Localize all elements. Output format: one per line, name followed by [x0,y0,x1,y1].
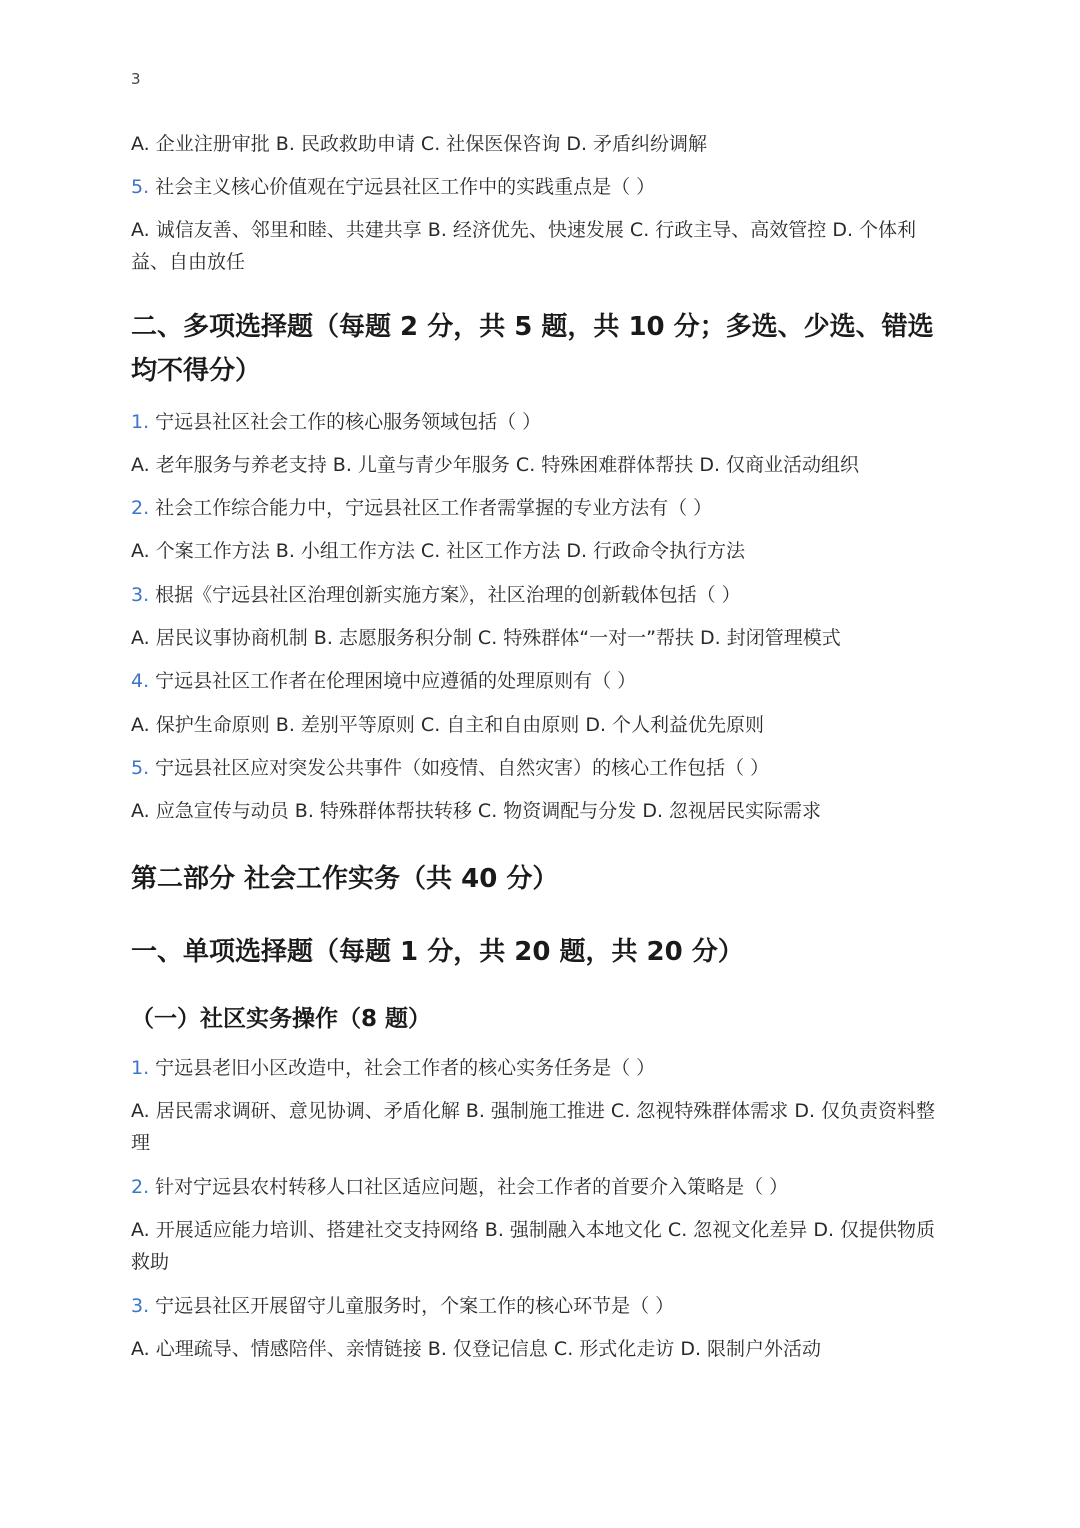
options-line: A. 保护生命原则 B. 差别平等原则 C. 自主和自由原则 D. 个人利益优先原则 [131,714,765,736]
section-heading: 一、单项选择题（每题 1 分，共 20 题，共 20 分） [131,937,744,967]
question-line [131,1290,946,1322]
question-line [131,665,946,697]
question-text: 社会工作综合能力中，宁远县社区工作者需掌握的专业方法有（ ） [155,497,713,519]
subsection-heading: （一）社区实务操作（8 题） [131,1006,432,1032]
question-text: 宁远县社区应对突发公共事件（如疫情、自然灾害）的核心工作包括（ ） [155,757,770,779]
section-heading: 二、多项选择题（每题 2 分，共 5 题，共 10 分；多选、少选、错选均不得分） [131,312,934,386]
options-line: A. 老年服务与养老支持 B. 儿童与青少年服务 C. 特殊困难群体帮扶 D. 仅商业活动组织 [131,454,860,476]
question-line [131,406,946,438]
options-line: A. 居民需求调研、意见协调、矛盾化解 B. 强制施工推进 C. 忽视特殊群体需求 D. 仅负责资料整理 [131,1100,936,1154]
question-line [131,752,946,784]
options-line: A. 个案工作方法 B. 小组工作方法 C. 社区工作方法 D. 行政命令执行方法 [131,540,746,562]
question-number: 5. [131,176,150,198]
question-line [131,1171,946,1203]
options-line: A. 企业注册审批 B. 民政救助申请 C. 社保医保咨询 D. 矛盾纠纷调解 [131,133,708,155]
page-number: 3 [131,70,141,88]
question-line [131,492,946,524]
question-text: 根据《宁远县社区治理创新实施方案》，社区治理的创新载体包括（ ） [155,584,741,606]
options-line: A. 心理疏导、情感陪伴、亲情链接 B. 仅登记信息 C. 形式化走访 D. 限制户外活动 [131,1338,822,1360]
question-number: 5. [131,757,150,779]
options-line: A. 诚信友善、邻里和睦、共建共享 B. 经济优先、快速发展 C. 行政主导、高效管控 D. 个体利益、自由放任 [131,219,917,273]
question-text: 宁远县社区开展留守儿童服务时，个案工作的核心环节是（ ） [155,1295,675,1317]
options-line: A. 应急宣传与动员 B. 特殊群体帮扶转移 C. 物资调配与分发 D. 忽视居民实际需求 [131,800,822,822]
question-number: 1. [131,411,150,433]
question-number: 3. [131,1295,150,1317]
question-number: 4. [131,670,150,692]
question-number: 2. [131,497,150,519]
question-line [131,171,946,203]
question-number: 2. [131,1176,150,1198]
question-text: 宁远县社区社会工作的核心服务领域包括（ ） [155,411,542,433]
options-line: A. 开展适应能力培训、搭建社交支持网络 B. 强制融入本地文化 C. 忽视文化差异 D. 仅提供物质救助 [131,1219,936,1273]
question-number: 1. [131,1057,150,1079]
question-number: 3. [131,584,150,606]
options-line: A. 居民议事协商机制 B. 志愿服务积分制 C. 特殊群体“一对一”帮扶 D. 封闭管理模式 [131,627,841,649]
question-text: 宁远县社区工作者在伦理困境中应遵循的处理原则有（ ） [155,670,637,692]
question-text: 针对宁远县农村转移人口社区适应问题，社会工作者的首要介入策略是（ ） [155,1176,789,1198]
question-text: 宁远县老旧小区改造中，社会工作者的核心实务任务是（ ） [155,1057,656,1079]
question-line [131,579,946,611]
question-text: 社会主义核心价值观在宁远县社区工作中的实践重点是（ ） [155,176,656,198]
question-line [131,1052,946,1084]
part-heading: 第二部分 社会工作实务（共 40 分） [131,864,559,894]
